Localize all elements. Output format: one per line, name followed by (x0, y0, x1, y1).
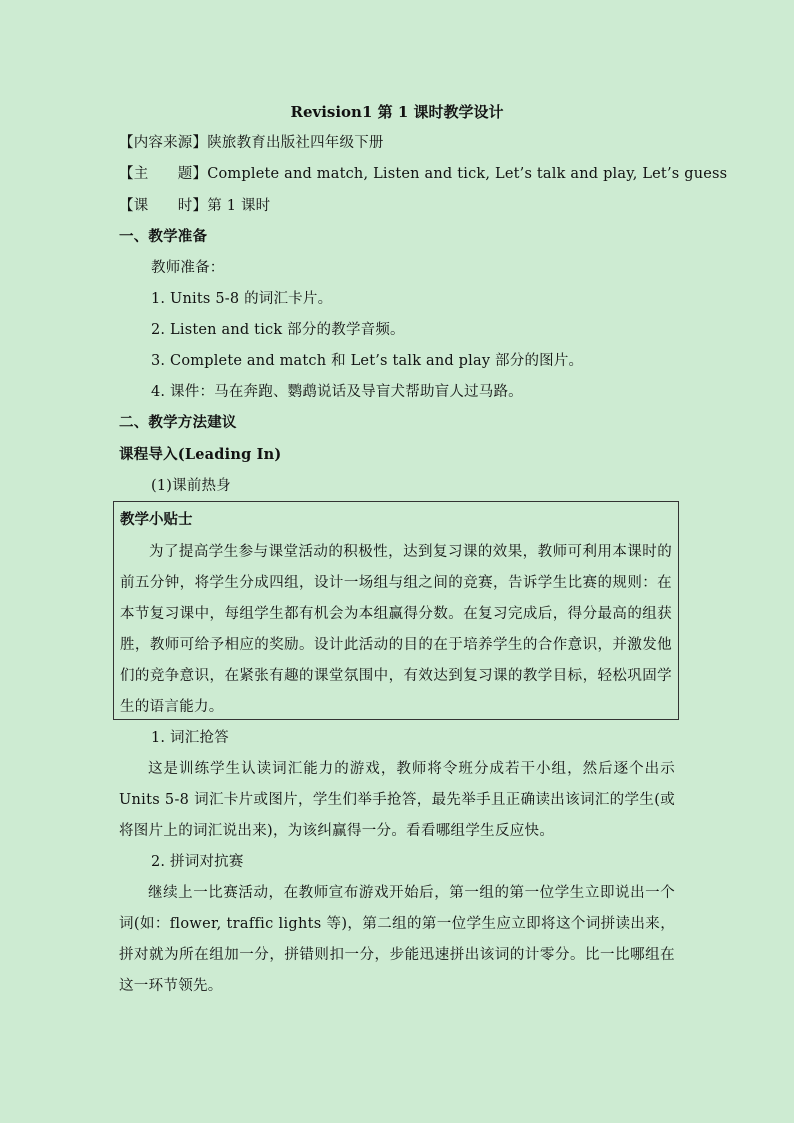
topic-line (119, 164, 727, 184)
tip-text: 为了提高学生参与课堂活动的积极性，达到复习课的效果，教师可利用本课时的前五分钟，将学生分成四组，设计一场组与组之间的竞赛，告诉学生比赛的规则：在本节复习课中，每组学生都有机会为本组赢得分数。在复习完成后，得分最高的组获胜，教师可给予相应的奖励。设计此活动的目的在于培养学生的合作意识，并激发他们的竞争意识，在紧张有趣的课堂氛围中，有效达到复习课的教学目标，轻松巩固学生的语言能力。 (120, 544, 672, 715)
prep-item: 3. Complete and match 和 Let’s talk and play 部分的图片。 (151, 353, 584, 369)
activity-heading-vocab: 1. 词汇抢答 (151, 730, 229, 746)
activity-text-spelling: 继续上一比赛活动，在教师宣布游戏开始后，第一组的第一位学生立即说出一个词(如：flower, traffic lights 等)，第二组的第一位学生应立即将这个词拼读出来，拼对就为所在组加一分，拼错则扣一分，步能迅速拼出该词的计零分。比一比哪组在这一环节领先。 (119, 885, 675, 994)
section-heading-methods: 二、教学方法建议 (119, 414, 237, 431)
topic-label: 【主 题】 (119, 166, 208, 182)
prep-item: 4. 课件：马在奔跑、鹦鹉说话及导盲犬帮助盲人过马路。 (151, 384, 523, 400)
warmup-step: (1)课前热身 (151, 478, 231, 494)
topic-value: Complete and match, Listen and tick, Let’s talk and play, Let’s guess (207, 166, 728, 182)
activity-text-vocab: 这是训练学生认读词汇能力的游戏，教师将令班分成若干小组，然后逐个出示 Units 5-8 词汇卡片或图片，学生们举手抢答，最先举手且正确读出该词汇的学生(或将图片上的词汇说出来)，为该纠赢得一分。看看哪组学生反应快。 (119, 761, 675, 839)
section-heading-preparation: 一、教学准备 (119, 228, 208, 245)
source-line: 【内容来源】陕旅教育出版社四年级下册 (119, 135, 384, 151)
activity-heading-spelling: 2. 拼词对抗赛 (151, 854, 244, 870)
document-title: Revision1 第 1 课时教学设计 (290, 103, 504, 121)
prep-item: 1. Units 5-8 的词汇卡片。 (151, 291, 333, 307)
period-line: 【课 时】第 1 课时 (119, 198, 271, 214)
tip-title: 教学小贴士 (120, 511, 193, 528)
teaching-tip-box (113, 501, 679, 720)
teacher-prep-intro: 教师准备： (151, 260, 225, 276)
leading-in-heading: 课程导入(Leading In) (119, 446, 282, 463)
prep-item: 2. Listen and tick 部分的教学音频。 (151, 322, 405, 338)
